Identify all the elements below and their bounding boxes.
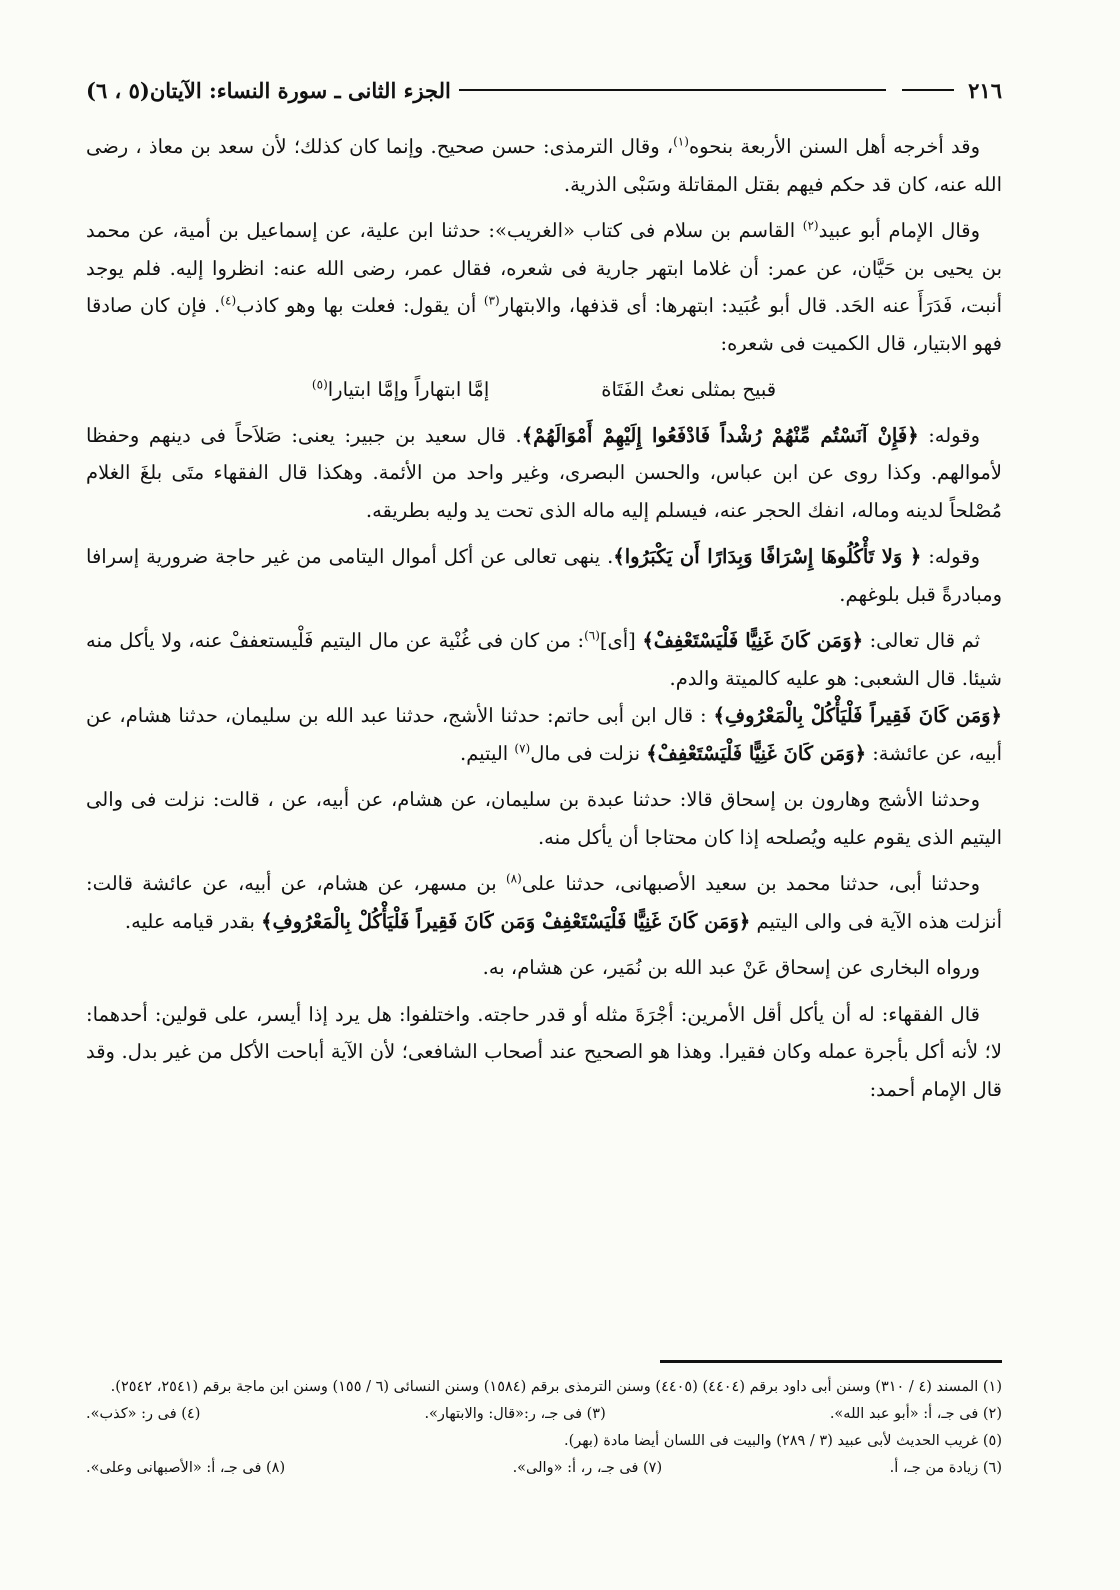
paragraph: [86, 622, 1002, 697]
text-run: . ينهى تعالى عن أكل أموال اليتامى من غير حاجة ضرورية إسرافا ومبادرةً قبل بلوغهم.: [86, 545, 1002, 606]
text-run: وقوله:: [921, 545, 980, 568]
header-rule-short: [902, 89, 954, 91]
text-run: بن مسهر، عن هشام، عن أبيه، عن عائشة قالت: أنزلت هذه الآية فى والى اليتيم: [86, 872, 1002, 933]
quran-quote: ﴿فَإِنْ آنَسْتُم مِّنْهُمْ رُشْداً فَادْفَعُوا إِلَيْهِمْ أَمْوَالَهُمْ﴾: [521, 423, 919, 447]
footnote-row: [86, 1401, 1002, 1428]
footnote: (٧) فى جـ، ر، أ: «والى».: [512, 1460, 663, 1476]
text-run: اليتيم.: [460, 741, 515, 765]
footnote: (١) المسند (٤ / ٣١٠) وسنن أبى داود برقم (٤٤٠٤) (٤٤٠٥) وسنن الترمذى برقم (١٥٨٤) وسنن النسائى (٦ / ١٥٥) وسنن ابن ماجة برقم (٢٥٤١، ٢٥٤٢).: [110, 1379, 1002, 1395]
verse-hemistich-1: قبيح بمثلى نعتُ الفَتَاة: [601, 378, 777, 401]
paragraph: [86, 538, 1002, 613]
footnote-ref: (٨): [505, 871, 522, 886]
text-run: : قال ابن أبى حاتم: حدثنا الأشج، حدثنا عبد الله بن سليمان، حدثنا هشام، عن أبيه، عن عائشة:: [86, 704, 1002, 765]
text-run: ثم قال تعالى:: [863, 629, 980, 652]
footnote-separator: [660, 1360, 1002, 1363]
footnote-row: [86, 1455, 1002, 1482]
paragraph: [86, 865, 1002, 940]
poetry-verse: [86, 371, 1002, 409]
footnote: (٨) فى جـ، أ: «الأصبهانى وعلى».: [86, 1460, 286, 1476]
paragraph: [86, 212, 1002, 362]
verse-hemistich-2: [312, 371, 489, 409]
text-run: نزلت فى مال: [530, 741, 647, 765]
footnote: (٤) فى ر: «كذب».: [86, 1406, 201, 1422]
text-run: إمَّا ابتهاراً وإمَّا ابتيارا: [327, 378, 490, 401]
footnote-ref: (٦): [584, 628, 600, 643]
paragraph: [86, 417, 1002, 530]
footnote-ref: (٧): [514, 741, 531, 755]
quran-quote: ﴿وَمَن كَانَ فَقِيراً فَلْيَأْكُلْ بِالْمَعْرُوفِ﴾: [713, 704, 1002, 727]
text-run: . فإن كان صادقا فهو الابتيار، قال الكميت فى شعره:: [86, 294, 1002, 355]
page-number: ٢١٦: [968, 77, 1002, 103]
quran-quote: ﴿وَمَن كَانَ غَنِيًّا فَلْيَسْتَعْفِفْ﴾: [646, 741, 867, 765]
paragraph: [86, 128, 1002, 203]
quran-quote: ﴿وَمَن كَانَ غَنِيًّا فَلْيَسْتَعْفِفْ وَمَن كَانَ فَقِيراً فَلْيَأْكُلْ بِالْمَعْرُوفِ﴾: [261, 909, 751, 933]
quran-quote: ﴿وَمَن كَانَ غَنِيًّا فَلْيَسْتَعْفِفْ﴾: [642, 629, 864, 652]
footnote-ref: (٤): [220, 293, 237, 308]
footnote: (٦) زيادة من جـ، أ.: [889, 1460, 1002, 1476]
paragraph: ورواه البخارى عن إسحاق عَنْ عبد الله بن نُمَير، عن هشام، به.: [482, 956, 980, 979]
footnote-ref: (٢): [802, 218, 819, 233]
footnote: (٥) غريب الحديث لأبى عبيد (٣ / ٢٨٩) والبيت فى اللسان أيضا مادة (بهر).: [563, 1433, 1002, 1449]
text-run: ، وقال الترمذى: حسن صحيح. وإنما كان كذلك؛ لأن سعد بن معاذ ، رضى الله عنه، كان قد حكم فيهم بقتل المقاتلة وسَبْى الذرية.: [86, 135, 1002, 196]
paragraph: [86, 697, 1002, 772]
main-text: [86, 128, 1002, 1117]
text-run: وحدثنا أبى، حدثنا محمد بن سعيد الأصبهانى، حدثنا على: [521, 872, 981, 895]
header-rule: [459, 89, 886, 91]
text-run: بقدر قيامه عليه.: [124, 909, 262, 933]
footnotes: [86, 1374, 1002, 1482]
footnote-ref: (٥): [311, 377, 328, 392]
footnote: (٣) فى جـ، ر:«قال: والابتهار».: [424, 1406, 606, 1422]
paragraph: قال الفقهاء: له أن يأكل أقل الأمرين: أجْرَةَ مثله أو قدر حاجته. واختلفوا: هل يرد إذا أيسر، على قولين: أحدهما: لا؛ لأنه أكل بأجرة عمله وكان فقيرا. وهذا هو الصحيح عند أصحاب الشافعى؛ لأن الآية أباحت الأكل من غير بدل. وقد قال الإمام أحمد:: [86, 1002, 1002, 1101]
text-run: : من كان فى غُنْية عن مال اليتيم فَلْيستعففْ عنه، ولا يأكل منه شيئا. قال الشعبى: هو عليه كالميتة والدم.: [86, 629, 1002, 690]
text-run: وقد أخرجه أهل السنن الأربعة بنحوه: [688, 135, 981, 158]
text-run: وقوله:: [918, 423, 980, 447]
footnote-ref: (٣): [483, 293, 500, 308]
running-title: الجزء الثانى ـ سورة النساء: الآيتان(٥ ، ٦): [86, 77, 451, 103]
text-run: أن يقول: فعلت بها وهو كاذب: [236, 294, 484, 317]
footnote-ref: (١): [673, 134, 689, 149]
quran-quote: ﴿ وَلا تَأْكُلُوهَا إِسْرَافًا وَبِدَارًا أَن يَكْبَرُوا﴾: [613, 545, 922, 568]
footnote: (٢) فى جـ، أ: «أبو عبد الله».: [829, 1406, 1002, 1422]
text-run: [أى]: [599, 629, 643, 652]
text-run: وقال الإمام أبو عبيد: [818, 219, 980, 242]
text-run: القاسم بن سلام فى كتاب «الغريب»: حدثنا ابن علية، عن إسماعيل بن أمية، عن محمد بن يحيى بن حَيَّان، عن عمر: أن غلاما ابتهر جارية فى شعره، فقال عمر، رضى الله عنه: انظروا إليه. فلم يوجد أنبت، فَدَرَأَ عنه الحَد. قال أبو عُبَيد: ابتهرها: أى قذفها، والابتهار: [86, 219, 1002, 317]
paragraph: وحدثنا الأشج وهارون بن إسحاق قالا: حدثنا عبدة بن سليمان، عن هشام، عن أبيه، عن ، قالت: نزلت فى والى اليتيم الذى يقوم عليه ويُصلحه إذا كان محتاجا أن يأكل منه.: [86, 788, 1002, 849]
text-run: . قال سعيد بن جبير: يعنى: صَلاَحاً فى دينهم وحفظا لأموالهم. وكذا روى عن ابن عباس، والحسن البصرى، وغير واحد من الأئمة. وهكذا قال الفقهاء متَى بلغَ الغلام مُصْلحاً لدينه وماله، انفك الحجر عنه، فيسلم إليه ماله الذى تحت يد وليه بطريقه.: [86, 423, 1002, 522]
running-header: [86, 70, 1002, 110]
